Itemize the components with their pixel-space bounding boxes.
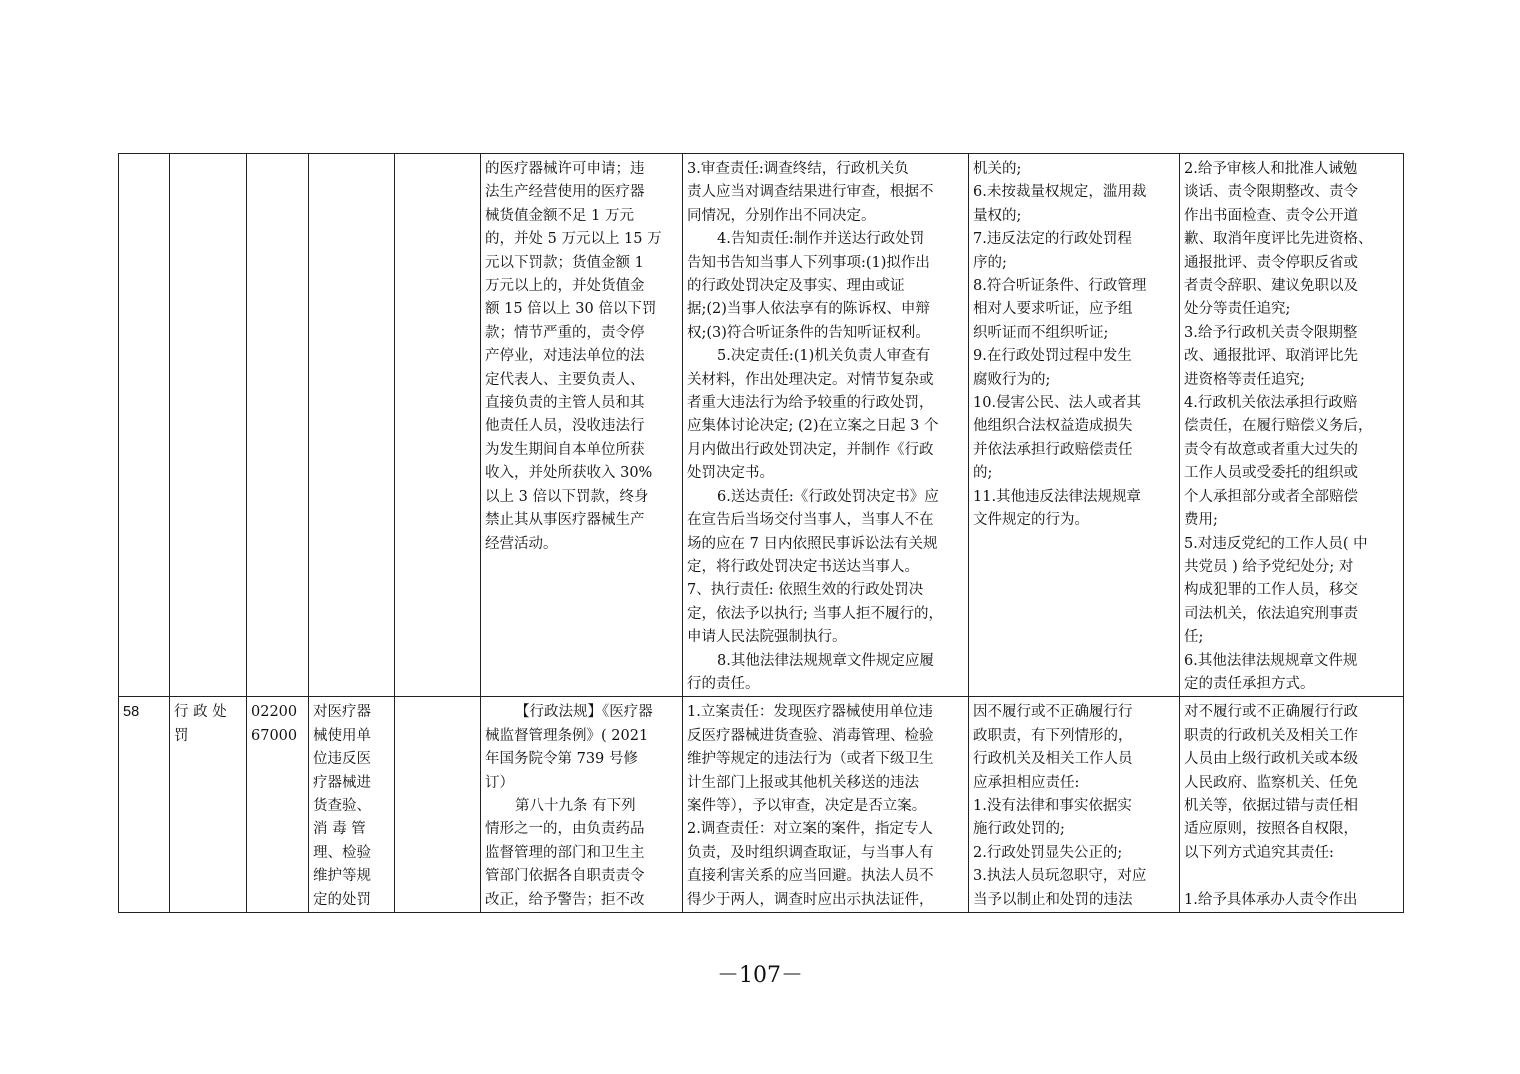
cell-text-line: 同情况，分别作出不同决定。 xyxy=(687,207,876,224)
cell-text-line: 直接利害关系的应当回避。执法人员不 xyxy=(687,868,934,885)
cell-text-line: 月内做出行政处罚决定，并制作《行政 xyxy=(687,441,934,458)
cell-text-line: 元以下罚款；货值金额 1 xyxy=(485,254,644,271)
cell-text-line: 并依法承担行政赔偿责任 xyxy=(973,441,1133,458)
cell-text-line: 疗器械进 xyxy=(313,774,371,791)
cell-text-line: 3.审查责任:调查终结，行政机关负 xyxy=(687,161,909,177)
cell-text-line: 司法机关，依法追究刑事责 xyxy=(1184,605,1358,622)
cell-text-line: 应集体讨论决定; (2)在立案之日起 3 个 xyxy=(687,418,939,435)
cell-text-line: 维护等规定的违法行为（或者下级卫生 xyxy=(687,751,934,768)
cell-text-line: 1.立案责任：发现医疗器械使用单位违 xyxy=(687,704,933,721)
cell-text-line: 2.行政处罚显失公正的; xyxy=(973,844,1123,861)
cell-text-line: 机关等，依据过错与责任相 xyxy=(1184,797,1358,814)
cell-text-line: 对医疗器 xyxy=(313,704,371,721)
cell-text-line: 3.执法人员玩忽职守，对应 xyxy=(973,868,1147,885)
accountability-cell xyxy=(969,697,1180,913)
cell-text-line: 改、通报批评、取消评比先 xyxy=(1184,348,1358,365)
cell-text-line: 行的责任。 xyxy=(687,675,760,692)
cell-text-line: 行 政 处 xyxy=(174,704,227,721)
cell-text-line: 人员由上级行政机关或本级 xyxy=(1184,751,1358,768)
cell-text-line: 得少于两人，调查时应出示执法证件， xyxy=(687,891,934,908)
cell-text-line: 施行政处罚的; xyxy=(973,821,1065,838)
cell-text-line: 4.告知责任:制作并送达行政处罚 xyxy=(717,231,925,248)
cell-text-line: 他责任人员，没收违法行 xyxy=(485,418,645,435)
duty-cell xyxy=(683,697,969,913)
cell-text-line: 产停业，对违法单位的法 xyxy=(485,348,645,365)
cell-text-line: 职责的行政机关及相关工作 xyxy=(1184,727,1358,744)
cell-text-line: 费用; xyxy=(1184,512,1218,529)
sub-item-cell xyxy=(395,697,481,913)
cell-text-line: 者重大违法行为给予较重的行政处罚， xyxy=(687,395,934,412)
cell-text-line: 7、执行责任: 依照生效的行政处罚决 xyxy=(687,582,924,599)
cell-text-line: 处分等责任追究; xyxy=(1184,301,1291,318)
cell-text-line: 的医疗器械许可申请；违 xyxy=(485,161,645,177)
cell-text-line: 共党员 ) 给予党纪处分; 对 xyxy=(1184,558,1354,575)
responsibility-table xyxy=(118,153,1404,913)
cell-text-line: 直接负责的主管人员和其 xyxy=(485,395,645,412)
cell-text-line: 械使用单 xyxy=(313,727,371,744)
cell-text-line: 款；情节严重的，责令停 xyxy=(485,324,645,341)
cell-text-line: 11.其他违反法律法规规章 xyxy=(973,488,1142,505)
cell-text-line: 关材料，作出处理决定。对情节复杂或 xyxy=(687,371,934,388)
cell-text-line: 他组织合法权益造成损失 xyxy=(973,418,1133,435)
cell-text-line: 谈话、责令限期整改、责令 xyxy=(1184,184,1358,201)
cell-text-line: 万元以上的，并处货值金 xyxy=(485,278,645,295)
cell-text-line: 10.侵害公民、法人或者其 xyxy=(973,395,1142,412)
cell-text-line: 额 15 倍以上 30 倍以下罚 xyxy=(485,301,657,318)
cell-text-line: 适应原则，按照各自权限， xyxy=(1184,821,1358,838)
cell-text-line: 歉、取消年度评比先进资格、 xyxy=(1184,231,1373,248)
cell-text-line: 消 毒 管 xyxy=(313,821,366,838)
cell-text-line: 6.送达责任:《行政处罚决定书》应 xyxy=(717,488,939,505)
cell-text-line: 者责令辞职、建议免职以及 xyxy=(1184,278,1358,295)
cell-text-line: 量权的; xyxy=(973,207,1022,224)
cell-text-line: 申请人民法院强制执行。 xyxy=(687,629,847,646)
cell-text-line: 通报批评、责令停职反省或 xyxy=(1184,254,1358,271)
cell-text-line: 构成犯罪的工作人员，移交 xyxy=(1184,582,1358,599)
cell-text-line: 任; xyxy=(1184,629,1204,646)
cell-text-line: 经营活动。 xyxy=(485,535,558,552)
cell-text-line: 年国务院令第 739 号修 xyxy=(485,751,638,768)
cell-text-line: 械货值金额不足 1 万元 xyxy=(485,207,634,224)
cell-text-line: 定的处罚 xyxy=(313,891,371,908)
cell-text-line: 收入，并处所获收入 30% xyxy=(485,465,653,482)
cell-text-line: 负责，及时组织调查取证，与当事人有 xyxy=(687,844,934,861)
cell-text-line: 5.决定责任:(1)机关负责人审查有 xyxy=(717,348,931,365)
cell-text-line: 械监督管理条例》( 2021 xyxy=(485,727,649,744)
cell-text-line: 政职责，有下列情形的， xyxy=(973,727,1133,744)
cell-text-line: 责令有故意或者重大过失的 xyxy=(1184,441,1358,458)
basis-cell xyxy=(481,154,683,697)
cell-text-line: 1.没有法律和事实依据实 xyxy=(973,797,1132,814)
cell-text-line: 理、检验 xyxy=(313,844,371,861)
cell-text-line: 第八十九条 有下列 xyxy=(515,797,636,814)
cell-text-line: 67000 xyxy=(251,727,298,744)
cell-text-line: 机关的; xyxy=(973,161,1022,177)
cell-text-line: 织听证而不组织听证; xyxy=(973,324,1109,341)
cell-text-line: 为发生期间自本单位所获 xyxy=(485,441,645,458)
accountability-cell xyxy=(969,154,1180,697)
cell-text-line: 因不履行或不正确履行行 xyxy=(973,704,1133,721)
cell-text-line: 罚 xyxy=(174,727,189,744)
cell-text-line: 位违反医 xyxy=(313,751,371,768)
cell-text-line: 进资格等责任追究; xyxy=(1184,371,1305,388)
cell-text-line: 货查验、 xyxy=(313,797,371,814)
cell-text-line: 情形之一的，由负责药品 xyxy=(485,821,645,838)
cell-text-line: 3.给予行政机关责令限期整 xyxy=(1184,324,1358,341)
cell-text-line: 【行政法规】《医疗器 xyxy=(515,704,653,721)
name-cell xyxy=(309,154,395,697)
basis-cell xyxy=(481,697,683,913)
cell-text-line: 据;(2)当事人依法享有的陈诉权、申辩 xyxy=(687,301,930,318)
cell-text-line: 定代表人、主要负责人、 xyxy=(485,371,645,388)
cell-text-line: 作出书面检查、责令公开道 xyxy=(1184,207,1358,224)
cell-text-line: 法生产经营使用的医疗器 xyxy=(485,184,645,201)
cell-text-line: 告知书告知当事人下列事项:(1)拟作出 xyxy=(687,254,930,271)
cell-text-line: 文件规定的行为。 xyxy=(973,512,1089,529)
cell-text-line: 8.其他法律法规规章文件规定应履 xyxy=(717,652,934,669)
cell-text-line: 行政机关及相关工作人员 xyxy=(973,751,1133,768)
cell-text-line: 维护等规 xyxy=(313,868,371,885)
cell-text-line: 反医疗器械进货查验、消毒管理、检验 xyxy=(687,727,934,744)
cell-text-line: 9.在行政处罚过程中发生 xyxy=(973,348,1132,365)
cell-text-line: 处罚决定书。 xyxy=(687,465,774,482)
cell-text-line xyxy=(1184,865,1399,888)
cell-text-line: 案件等），予以审查，决定是否立案。 xyxy=(687,797,927,814)
cell-text-line: 工作人员或受委托的组织或 xyxy=(1184,465,1358,482)
cell-text-line: 禁止其从事医疗器械生产 xyxy=(485,512,645,529)
duty-cell xyxy=(683,154,969,697)
cell-text-line: 1.给予具体承办人责令作出 xyxy=(1184,891,1358,908)
cell-text-line: 在宣告后当场交付当事人，当事人不在 xyxy=(687,512,934,529)
cell-text-line: 改正，给予警告；拒不改 xyxy=(485,891,645,908)
cell-text-line: 序的; xyxy=(973,254,1007,271)
cell-text-line: 的; xyxy=(973,465,993,482)
cell-text-line: 以上 3 倍以下罚款，终身 xyxy=(485,488,649,505)
cell-text-line: 7.违反法定的行政处罚程 xyxy=(973,231,1132,248)
cell-text-line: 场的应在 7 日内依照民事诉讼法有关规 xyxy=(687,535,938,552)
table-row xyxy=(119,697,1404,913)
cell-text-line: 管部门依据各自职责责令 xyxy=(485,868,645,885)
cell-text-line: 6.未按裁量权规定，滥用裁 xyxy=(973,184,1147,201)
cell-text-line: 相对人要求听证，应予组 xyxy=(973,301,1133,318)
seq-cell: 58 xyxy=(119,697,170,913)
cell-text-line: 人民政府、监察机关、任免 xyxy=(1184,774,1358,791)
page-number: －107－ xyxy=(717,963,803,988)
cell-text-line: 4.行政机关依法承担行政赔 xyxy=(1184,395,1358,412)
seq-cell xyxy=(119,154,170,697)
cell-text-line: 的行政处罚决定及事实、理由或证 xyxy=(687,278,905,295)
cell-text-line: 偿责任，在履行赔偿义务后， xyxy=(1184,418,1373,435)
cell-text-line: 腐败行为的; xyxy=(973,371,1051,388)
cell-text-line: 当予以制止和处罚的违法 xyxy=(973,891,1133,908)
category-cell xyxy=(170,154,247,697)
cell-text-line: 权;(3)符合听证条件的告知听证权利。 xyxy=(687,324,930,341)
cell-text-line: 以下列方式追究其责任: xyxy=(1184,844,1334,861)
method-cell xyxy=(1180,154,1404,697)
cell-text-line: 对不履行或不正确履行行政 xyxy=(1184,704,1358,721)
name-cell xyxy=(309,697,395,913)
method-cell xyxy=(1180,697,1404,913)
cell-text-line: 计生部门上报或其他机关移送的违法 xyxy=(687,774,919,791)
cell-text-line: 02200 xyxy=(251,704,298,721)
cell-text-line: 责人应当对调查结果进行审查，根据不 xyxy=(687,184,934,201)
cell-text-line: 5.对违反党纪的工作人员( 中 xyxy=(1184,535,1368,552)
cell-text-line: 定，依法予以执行; 当事人拒不履行的， xyxy=(687,605,943,622)
code-cell xyxy=(247,697,309,913)
cell-text-line: 监督管理的部门和卫生主 xyxy=(485,844,645,861)
cell-text-line: 8.符合听证条件、行政管理 xyxy=(973,278,1147,295)
cell-text-line: 定的责任承担方式。 xyxy=(1184,675,1315,692)
cell-text-line: 2.调查责任：对立案的案件，指定专人 xyxy=(687,821,933,838)
category-cell xyxy=(170,697,247,913)
table-row xyxy=(119,154,1404,697)
sub-item-cell xyxy=(395,154,481,697)
cell-text-line: 个人承担部分或者全部赔偿 xyxy=(1184,488,1358,505)
cell-text-line: 定，将行政处罚决定书送达当事人。 xyxy=(687,558,919,575)
cell-text-line: 2.给予审核人和批准人诫勉 xyxy=(1184,161,1358,177)
cell-text-line: 6.其他法律法规规章文件规 xyxy=(1184,652,1358,669)
cell-text-line: 的，并处 5 万元以上 15 万 xyxy=(485,231,662,248)
cell-text-line: 应承担相应责任: xyxy=(973,774,1080,791)
cell-text-line: 订） xyxy=(485,774,514,791)
code-cell xyxy=(247,154,309,697)
